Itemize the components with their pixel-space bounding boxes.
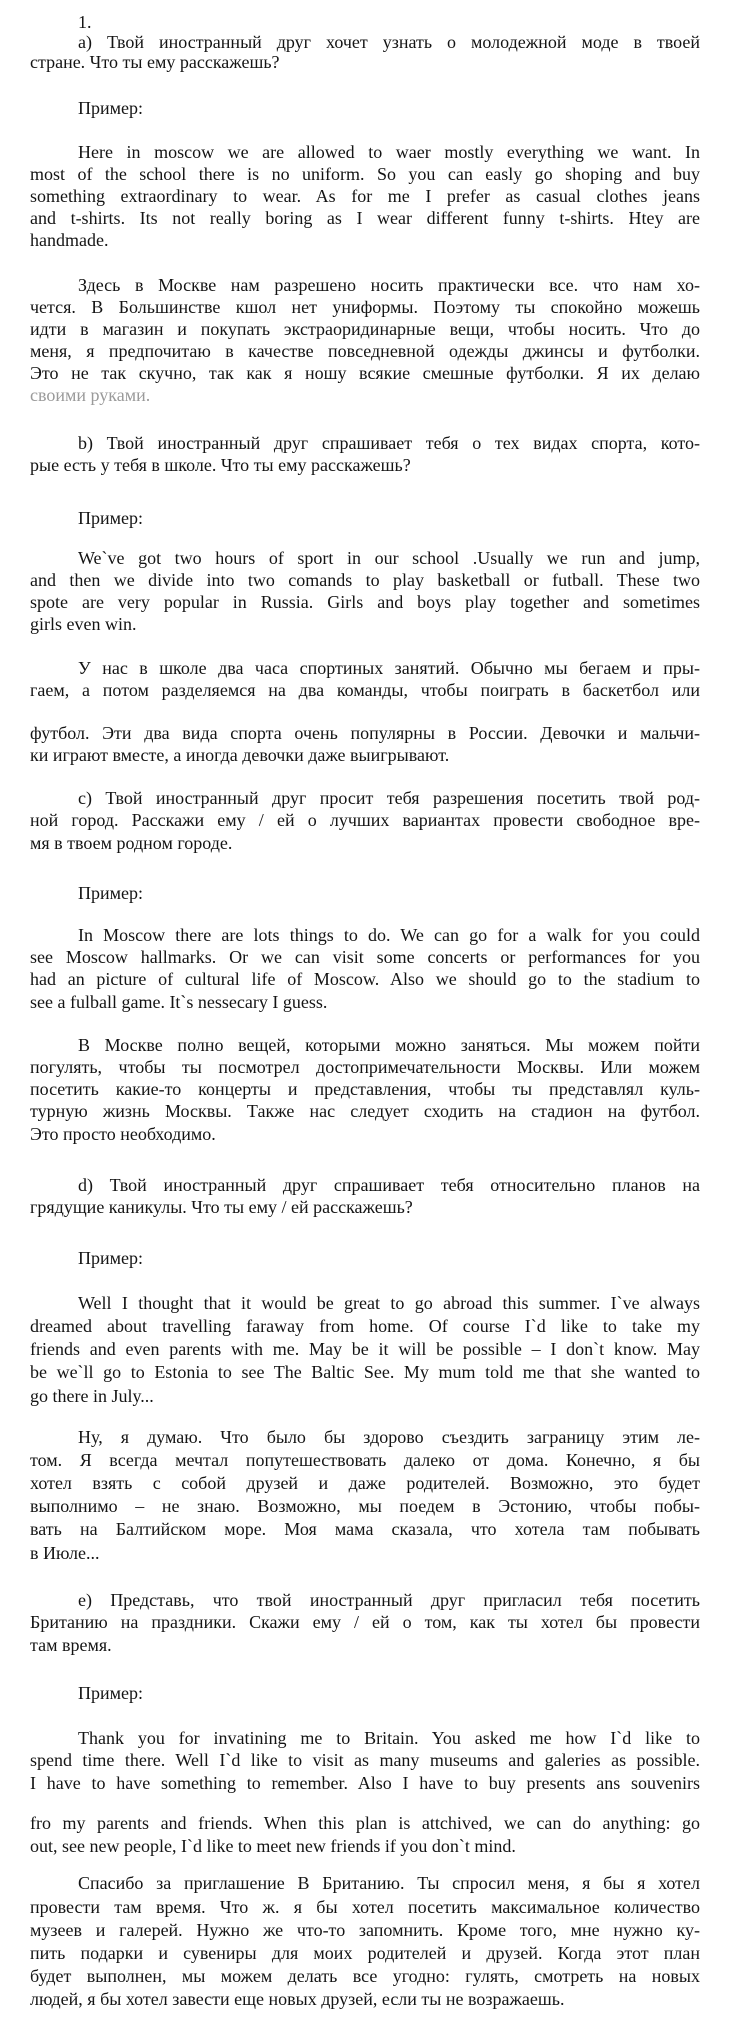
- text-line-content: Пример:: [78, 508, 144, 528]
- text-line: [30, 744, 449, 766]
- text-line-content: be we`ll go to Estonia to see The Baltic See. My mum told me that she wanted to: [30, 1362, 700, 1382]
- text-line-content: and then we divide into two comands to play basketball or futball. These two: [30, 570, 700, 590]
- text-line: [30, 296, 700, 318]
- text-line-content: We`ve got two hours of sport in our school .Usually we run and jump,: [78, 548, 700, 568]
- text-line: [78, 787, 700, 809]
- text-line-content: Пример:: [78, 1683, 144, 1703]
- text-line-content: fro my parents and friends. When this plan is attchived, we can do anything: go: [30, 1813, 700, 1833]
- text-line: [78, 507, 143, 529]
- text-line-content: гаем, а потом разделяемся на два команды, чтобы поиграть в баскетбол или: [30, 680, 700, 700]
- text-line-content: Пример:: [78, 883, 144, 903]
- text-line: [30, 679, 700, 701]
- text-line: [78, 1034, 700, 1056]
- text-line: [30, 832, 232, 854]
- text-line: [30, 340, 700, 362]
- text-line-content: В Москве полно вещей, которыми можно заняться. Мы можем пойти: [78, 1035, 700, 1055]
- text-line: [30, 51, 280, 73]
- text-line-content: had an picture of cultural life of Moscow. Also we should go to the stadium to: [30, 969, 700, 989]
- text-line: [30, 1056, 700, 1078]
- text-line: [30, 1078, 700, 1100]
- text-line: [30, 1196, 413, 1218]
- text-line: [30, 1542, 99, 1564]
- text-line-content: In Moscow there are lots things to do. We can go for a walk for you could: [78, 925, 700, 945]
- text-line: [30, 591, 700, 613]
- text-line: [30, 1896, 700, 1918]
- text-line-content: Well I thought that it would be great to go abroad this summer. I`ve always: [78, 1293, 700, 1313]
- text-line: [30, 722, 700, 744]
- text-line: [30, 1449, 700, 1471]
- text-line-content: out, see new people, I`d like to meet new friends if you don`t mind.: [30, 1836, 516, 1856]
- text-line-content: go there in July...: [30, 1386, 154, 1406]
- text-line-content: e) Представь, что твой иностранный друг пригласил тебя посетить: [78, 1590, 700, 1610]
- text-line-content: мя в твоем родном городе.: [30, 833, 233, 853]
- text-line: [78, 1247, 143, 1269]
- text-line: [30, 1518, 700, 1540]
- text-line-content: something extraordinary to wear. As for me I prefer as casual clothes jeans: [30, 186, 700, 206]
- text-line: [30, 185, 700, 207]
- text-line-content: Пример:: [78, 1248, 144, 1268]
- text-line: [30, 1812, 700, 1834]
- text-line: [78, 1426, 700, 1448]
- text-line-content: friends and even parents with me. May be it will be possible – I don`t know. May: [30, 1339, 700, 1359]
- text-line: [30, 946, 700, 968]
- text-line: [30, 1338, 700, 1360]
- text-line: [30, 207, 700, 229]
- text-line: [30, 1942, 700, 1964]
- text-line-content: and t-shirts. Its not really boring as I wear different funny t-shirts. Htey are: [30, 208, 700, 228]
- text-line: [30, 384, 150, 406]
- text-line: [30, 1611, 700, 1633]
- text-line-content: c) Твой иностранный друг просит тебя разрешения посетить твой род-: [78, 788, 700, 808]
- text-line-content: girls even win.: [30, 614, 137, 634]
- text-line-content: Здесь в Москве нам разрешено носить практически все. что нам хо-: [78, 275, 700, 295]
- text-line: [78, 1682, 143, 1704]
- text-line-content: b) Твой иностранный друг спрашивает тебя о тех видах спорта, кото-: [78, 433, 700, 453]
- text-line-content: провести там время. Что ж. я бы хотел посетить максимальное количество: [30, 1897, 700, 1917]
- text-line: [30, 1315, 700, 1337]
- text-line: [30, 318, 700, 340]
- text-line: [30, 968, 700, 990]
- text-line-content: Пример:: [78, 98, 144, 118]
- text-line-content: d) Твой иностранный друг спрашивает тебя относительно планов на: [78, 1175, 700, 1195]
- text-line: [30, 1123, 216, 1145]
- text-line-content: вать на Балтийском море. Моя мама сказала, что хотела там побывать: [30, 1519, 700, 1539]
- text-line: [30, 229, 108, 251]
- text-line: [30, 569, 700, 591]
- text-line-content: том. Я всегда мечтал попутешествовать далеко от дома. Конечно, я бы: [30, 1450, 700, 1470]
- text-line-content: spend time there. Well I`d like to visit as many museums and galeries as possible.: [30, 1750, 700, 1770]
- text-line-content: там время.: [30, 1635, 112, 1655]
- text-line-content: Спасибо за приглашение В Британию. Ты спросил меня, я бы я хотел: [78, 1873, 700, 1893]
- text-line: [30, 1749, 700, 1771]
- text-line: [30, 1100, 700, 1122]
- text-line-content: see a fulball game. It`s nessecary I guess.: [30, 992, 328, 1012]
- text-line: [78, 1727, 700, 1749]
- text-line: [30, 809, 700, 831]
- text-line-content: ки играют вместе, а иногда девочки даже выигрывают.: [30, 745, 450, 765]
- text-line: [78, 31, 700, 53]
- text-line-content: грядущие каникулы. Что ты ему / ей расскажешь?: [30, 1197, 413, 1217]
- text-line: [30, 1965, 700, 1987]
- text-line: [30, 163, 700, 185]
- text-line-content: в Июле...: [30, 1543, 100, 1563]
- text-line: [78, 432, 700, 454]
- text-line: [30, 1472, 700, 1494]
- text-line-content: 1.: [78, 12, 92, 32]
- text-line-content: футбол. Эти два вида спорта очень популярны в России. Девочки и мальчи-: [30, 723, 700, 743]
- text-line: [30, 1385, 154, 1407]
- text-line-content: будет выполнен, мы можем делать все угодно: гулять, смотреть на новых: [30, 1966, 700, 1986]
- text-line-content: a) Твой иностранный друг хочет узнать о молодежной моде в твоей: [78, 32, 700, 52]
- text-line: [30, 1772, 700, 1794]
- text-line-content: Ну, я думаю. Что было бы здорово съездить заграницу этим ле-: [78, 1427, 700, 1447]
- text-line-content: most of the school there is no uniform. So you can easly go shoping and buy: [30, 164, 700, 184]
- text-line: [30, 454, 411, 476]
- text-line: [78, 1174, 700, 1196]
- text-line: [78, 141, 700, 163]
- text-line: [78, 274, 700, 296]
- text-line-content: идти в магазин и покупать экстраоридинарные вещи, чтобы носить. Что до: [30, 319, 700, 339]
- text-line-content: Британию на праздники. Скажи ему / ей о том, как ты хотел бы провести: [30, 1612, 700, 1632]
- text-line: [30, 1495, 700, 1517]
- text-line-content: стране. Что ты ему расскажешь?: [30, 52, 280, 72]
- text-line-content: Это не так скучно, так как я ношу всякие смешные футболки. Я их делаю: [30, 363, 700, 383]
- text-line-content: хотел взять с собой друзей и даже родителей. Возможно, это будет: [30, 1473, 700, 1493]
- text-line-content: пить подарки и сувениры для моих родителей и друзей. Когда этот план: [30, 1943, 700, 1963]
- text-line: [78, 97, 143, 119]
- text-line: [30, 991, 327, 1013]
- text-line-content: Это просто необходимо.: [30, 1124, 216, 1144]
- text-line-content: выполнимо – не знаю. Возможно, мы поедем в Эстонию, чтобы побы-: [30, 1496, 700, 1516]
- text-line: [78, 1872, 700, 1894]
- text-line-content: своими руками.: [30, 385, 151, 405]
- text-line-content: I have to have something to remember. Also I have to buy presents ans souvenirs: [30, 1773, 700, 1793]
- text-line: [30, 1988, 564, 2010]
- text-line-content: see Moscow hallmarks. Or we can visit some concerts or performances for you: [30, 947, 700, 967]
- text-line: [30, 1361, 700, 1383]
- text-line: [30, 613, 136, 635]
- text-line: [78, 1589, 700, 1611]
- text-line: [30, 1835, 516, 1857]
- text-line-content: ной город. Расскажи ему / ей о лучших вариантах провести свободное вре-: [30, 810, 700, 830]
- text-line: [78, 547, 700, 569]
- text-line-content: spote are very popular in Russia. Girls and boys play together and sometimes: [30, 592, 700, 612]
- text-line-content: чется. В Большинстве кшол нет униформы. Поэтому ты спокойно можешь: [30, 297, 700, 317]
- text-line-content: посетить какие-то концерты и представления, чтобы ты представлял куль-: [30, 1079, 700, 1099]
- text-line-content: погулять, чтобы ты посмотрел достопримечательности Москвы. Или можем: [30, 1057, 700, 1077]
- text-line-content: dreamed about travelling faraway from home. Of course I`d like to take my: [30, 1316, 700, 1336]
- text-line-content: У нас в школе два часа спортиных занятий. Обычно мы бегаем и пры-: [78, 658, 700, 678]
- text-line: [78, 11, 92, 33]
- text-line: [30, 1919, 700, 1941]
- text-line: [30, 1634, 112, 1656]
- text-line: [78, 657, 700, 679]
- text-line: [78, 924, 700, 946]
- text-line-content: Here in moscow we are allowed to waer mostly everything we want. In: [78, 142, 700, 162]
- text-line-content: людей, я бы хотел завести еще новых друзей, если ты не возражаешь.: [30, 1989, 565, 2009]
- text-line-content: рые есть у тебя в школе. Что ты ему расскажешь?: [30, 455, 411, 475]
- text-line-content: меня, я предпочитаю в качестве повседневной одежды джинсы и футболки.: [30, 341, 700, 361]
- text-line: [78, 1292, 700, 1314]
- text-line: [78, 882, 143, 904]
- text-line-content: музеев и галерей. Нужно же что-то запомнить. Кроме того, мне нужно ку-: [30, 1920, 700, 1940]
- text-line: [30, 362, 700, 384]
- text-line-content: handmade.: [30, 230, 109, 250]
- text-line-content: Thank you for invatining me to Britain. You asked me how I`d like to: [78, 1728, 700, 1748]
- text-line-content: турную жизнь Москвы. Также нас следует сходить на стадион на футбол.: [30, 1101, 700, 1121]
